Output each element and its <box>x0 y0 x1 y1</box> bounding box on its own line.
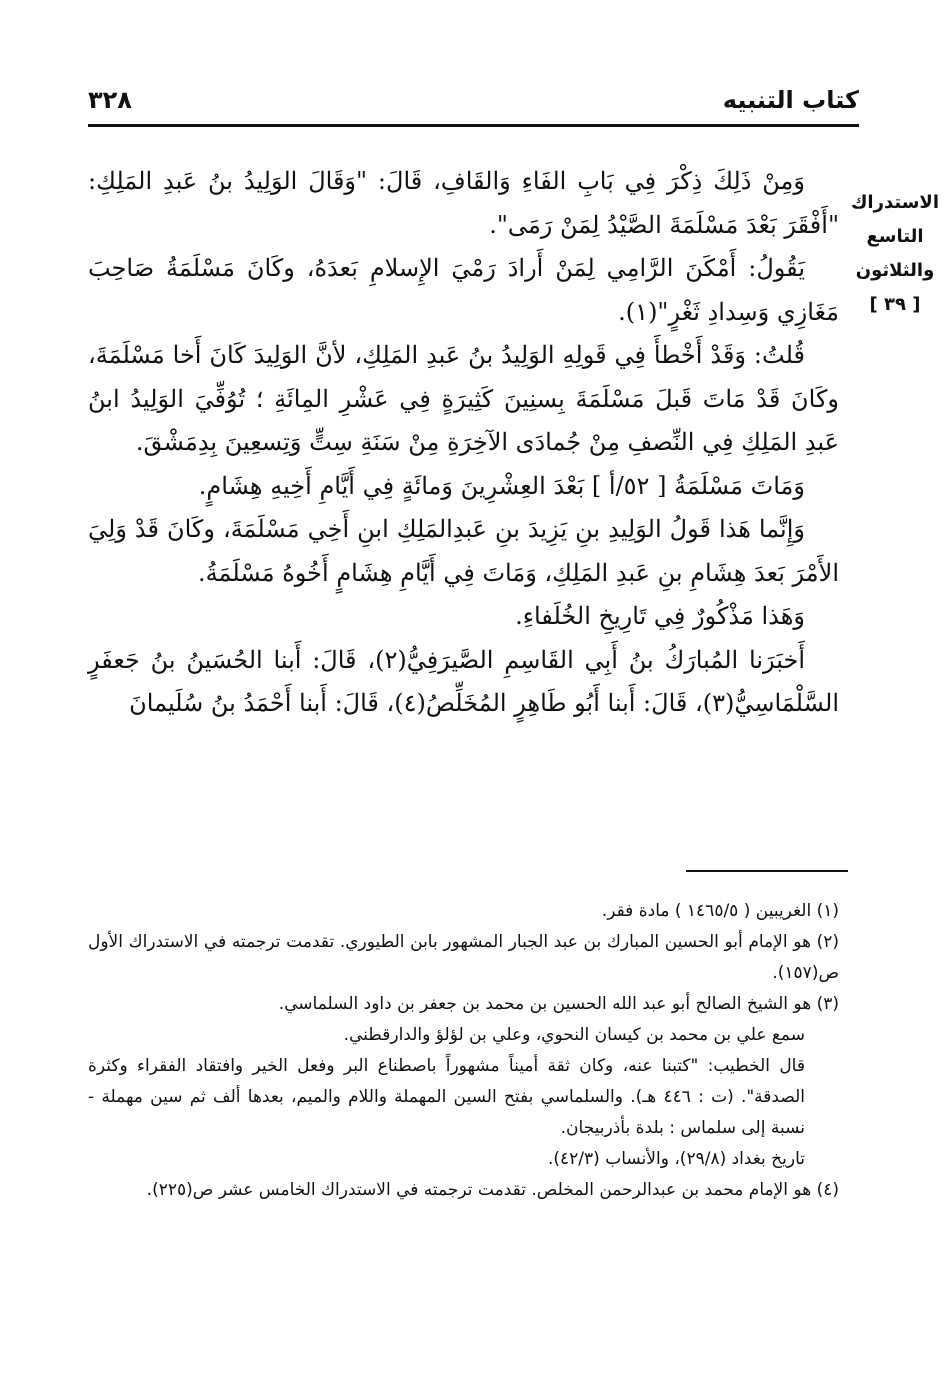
paragraph-7: أَخبَرَنا المُبارَكُ بنُ أَبِي القَاسِمِ الصَّيرَفِيُّ(٢)، قَالَ: أَبنا الحُسَينُ بنُ جَعفَرٍ السَّلْمَاسِيُّ(٣)، قَالَ: أَبنا أَبُو طَاهِرٍ المُخَلِّصُ(٤)، قَالَ: أَبنا أَحْمَدُ بنُ سُلَيمانَ <box>88 645 839 717</box>
paragraph-2: يَقُولُ: أَمْكَنَ الرَّامِي لِمَنْ أَرادَ رَمْيَ الإِسلامِ بَعدَهُ، وكَانَ مَسْلَمَةُ صَاحِبَ مَغَازِي وَسِدادِ ثَغْرٍ"(١). <box>88 254 839 326</box>
side-heading <box>851 186 939 322</box>
paragraph-5: وَإِنَّما هَذا قَولُ الوَلِيدِ بنِ يَزِيدَ بنِ عَبدِالمَلِكِ ابنِ أَخِي مَسْلَمَةَ، وكَانَ قَدْ وَلِيَ الأَمْرَ بَعدَ هِشَامِ بنِ عَبدِ المَلِكِ، وَمَاتَ فِي أَيَّامِ هِشَامٍ أَخُوهُ مَسْلَمَةُ. <box>88 515 839 587</box>
side-heading-line-1: الاستدراك <box>850 192 939 213</box>
footnotes <box>88 896 839 1206</box>
footnote-3: (٣) هو الشيخ الصالح أبو عبد الله الحسين بن محمد بن جعفر بن داود السلماسي. <box>278 994 839 1014</box>
side-heading-line-4: [ ٣٩ ] <box>869 294 921 315</box>
footnote-3-detail-2: قال الخطيب: "كتبنا عنه، وكان ثقة أميناً مشهوراً باصطناع البر وفعل الخير وافتقاد الفقراء وكثرة الصدقة". (ت : ٤٤٦ هـ). والسلماسي بفتح السين المهملة واللام والميم، بعدها ألف ثم سين مهملة - نسبة إلى سلماس : بلدة بأذربيجان. <box>88 1056 805 1138</box>
paragraph-4: وَمَاتَ مَسْلَمَةُ [ ٥٢/أ ] بَعْدَ العِشْرِينَ وَمائَةٍ فِي أَيَّامِ أَخِيهِ هِشَامٍ. <box>198 471 805 500</box>
running-title: كتاب التنبيه <box>722 86 859 114</box>
footnote-3-detail-1: سمع علي بن محمد بن كيسان النحوي، وعلي بن لؤلؤ والدارقطني. <box>343 1025 805 1045</box>
footnote-2: (٢) هو الإمام أبو الحسين المبارك بن عبد الجبار المشهور بابن الطيوري. تقدمت ترجمته في الاستدراك الأول ص(١٥٧). <box>88 932 839 983</box>
side-heading-line-2: التاسع <box>866 226 924 247</box>
footnote-1: (١) الغريبين ( ١٤٦٥/٥ ) مادة فقر. <box>601 901 839 921</box>
footnote-4: (٤) هو الإمام محمد بن عبدالرحمن المخلص. تقدمت ترجمته في الاستدراك الخامس عشر ص(٢٢٥). <box>146 1180 839 1200</box>
side-heading-line-3: والثلاثون <box>855 260 935 281</box>
paragraph-6: وَهَذا مَذْكُورٌ فِي تَارِيخِ الخُلَفاءِ. <box>515 602 805 630</box>
page-number: ٣٢٨ <box>88 86 132 114</box>
footnote-separator <box>686 870 848 872</box>
paragraph-1: وَمِنْ ذَلِكَ ذِكْرَ فِي بَابِ الفَاءِ وَالقَافِ، قَالَ: "وَقَالَ الوَلِيدُ بنُ عَبدِ المَلِكِ: "أَفْقَرَ بَعْدَ مَسْلَمَةَ الصَّيْدُ لِمَنْ رَمَى". <box>88 167 839 239</box>
footnote-3-detail-3: تاريخ بغداد (٢٩/٨)، والأنساب (٤٢/٣). <box>548 1149 805 1169</box>
page-header <box>88 84 859 127</box>
paragraph-3: قُلتُ: وَقَدْ أَخْطأَ فِي قَولِهِ الوَلِيدُ بنُ عَبدِ المَلِكِ، لأنَّ الوَلِيدَ كَانَ أَخا مَسْلَمَةَ، وكَانَ قَدْ مَاتَ قَبلَ مَسْلَمَةَ بِسنِينَ كَثِيرَةٍ فِي عَشْرِ المِائَةِ ؛ تُوُفِّيَ الوَلِيدُ ابنُ عَبدِ المَلِكِ فِي النِّصفِ مِنْ جُمادَى الآخِرَةِ مِنْ سَنَةِ سِتٍّ وَتِسعِينَ بِدِمَشْقَ. <box>88 341 839 456</box>
main-text <box>88 160 839 726</box>
